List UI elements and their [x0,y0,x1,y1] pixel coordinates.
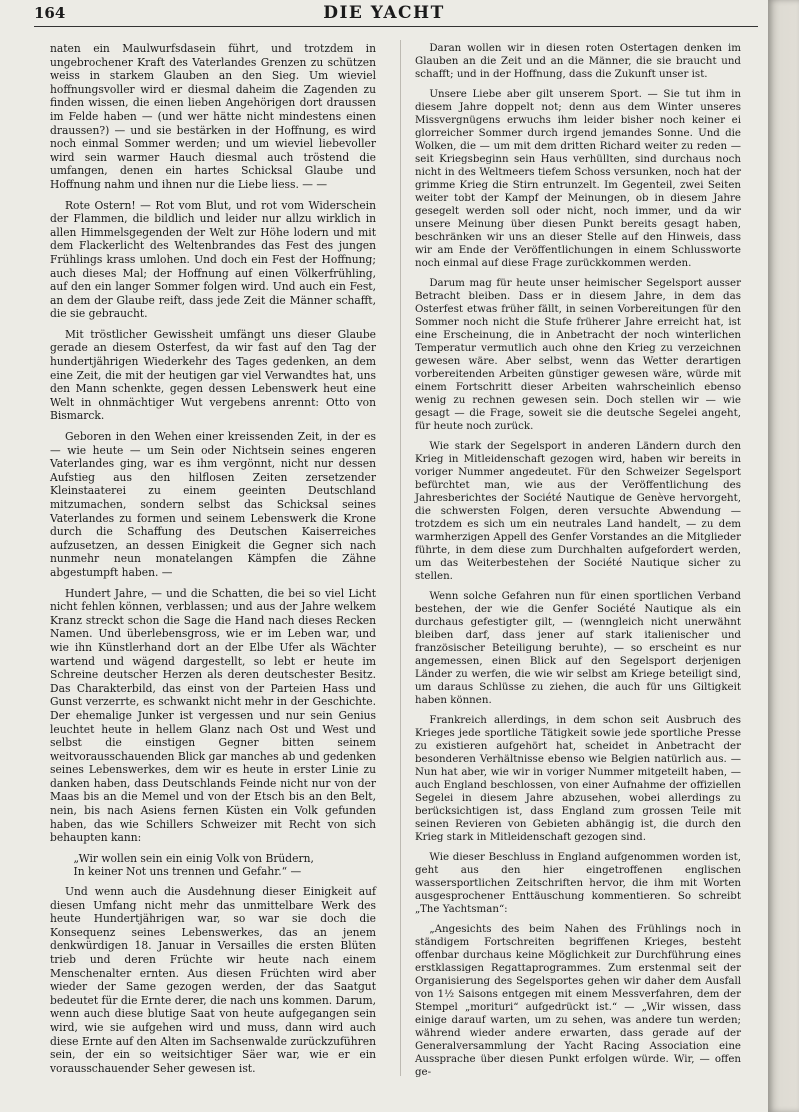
paragraph: Und wenn auch die Ausdehnung dieser Einigkeit auf diesen Umfang nicht mehr das unmittelbare Werk des heute Hundertjährigen war, so war sie doch die Konsequenz seines Lebenswerkes, das an jenem denkwürdigen 18. Januar in Versailles die ersten Blüten trieb und deren Früchte wir heute nach einem Menschenalter ernten. Aus diesen Früchten wird aber wieder der Same gezogen werden, der das Saatgut bedeutet für die Ernte derer, die nach uns kommen. Darum, wenn auch diese blutige Saat von heute aufgegangen sein wird, wie sie aufgehen wird und muss, dann wird auch diese Ernte auf den Alten im Sachsenwalde zurückzuführen sein, der ein so weitsichtiger Säer war, wie er ein vorausschauender Seher gewesen ist. [50,885,376,1075]
quote-line: „Wir wollen sein ein einig Volk von Brüdern, [73,851,314,865]
paragraph: Wenn solche Gefahren nun für einen sportlichen Verband bestehen, der wie die Genfer Société Nautique als ein durchaus gefestigter gilt, — (wenngleich nicht unerwähnt bleiben darf, dass jener auf stark italienischer und französischer Beteiligung beruhte), — so erscheint es nur angemessen, einen Blick auf den Segelsport derjenigen Länder zu werfen, die wie wir selbst am Kriege beteiligt sind, um daraus Schlüsse zu ziehen, die auch für uns Giltigkeit haben können. [415,590,741,706]
quote-line: In keiner Not uns trennen und Gefahr.“ — [73,865,302,879]
page-header [0,0,768,34]
paragraph: „Angesichts des beim Nahen des Frühlings noch in ständigem Fortschreiten begriffenen Krieges, besteht offenbar durchaus keine Möglichkeit zur Durchführung eines erstklassigen Regattaprogrammes. Zum erstenmal seit der Organisierung des Segelsportes gehen wir daher dem Ausfall von 1½ Saisons entgegen mit einem Messverfahren, dem der Stempel „morituri“ aufgedrückt ist.“ — „Wir wissen, dass einige darauf warten, um zu sehen, was andere tun werden; während wieder andere erwarten, dass gerade auf der Generalversammlung der Yacht Racing Association eine Aussprache über diesen Punkt erfolgen würde. Wir, — offen ge- [415,923,741,1078]
adjacent-page-edge [768,0,799,1112]
paragraph: naten ein Maulwurfsdasein führt, und trotzdem in ungebrochener Kraft des Vaterlandes Grenzen zu schützen weiss in starkem Glauben an den Sieg. Um wieviel hoffnungsvoller wird er diesmal daheim die Zagenden zu finden wissen, die einen lieben Angehörigen dort draussen im Felde haben — (und wer hätte nicht mindestens einen draussen?) — und sie bestärken in der Hoffnung, es wird noch einmal Sommer werden; und um wieviel liebevoller wird sein warmer Hauch diesmal auch tröstend die umfangen, denen ein hartes Schicksal Glaube und Hoffnung nahm und ihnen nur die Liebe liess. — — [50,42,376,191]
page-number: 164 [34,4,66,22]
paragraph: Rote Ostern! — Rot vom Blut, und rot vom Widerschein der Flammen, die bildlich und leider nur allzu wirklich in allen Himmelsgegenden der Welt zur Höhe lodern und mit dem Flackerlicht des Weltenbrandes das Fest des jungen Frühlings krass umlohen. Und doch ein Fest der Hoffnung; auch dieses Mal; der Hoffnung auf einen Völkerfrühling, auf den ein langer Sommer folgen wird. Und auch ein Fest, an dem der Glaube reift, dass jede Zeit die Männer schafft, die sie gebraucht. [50,198,376,321]
column-divider [400,40,401,1076]
paragraph: Frankreich allerdings, in dem schon seit Ausbruch des Krieges jede sportliche Tätigkeit sowie jede sportliche Presse zu existieren aufgehört hat, scheidet in Anbetracht der besonderen Verhältnisse ebenso wie Belgien natürlich aus. — Nun hat aber, wie wir in voriger Nummer mitgeteilt haben, — auch England beschlossen, von einer Aufnahme der offiziellen Segelei in diesem Jahre abzusehen, wobei allerdings zu berücksichtigen ist, dass England zum grossen Teile mit seinen Revieren von Gebieten abhängig ist, die durch den Krieg stark in Mitleidenschaft gezogen sind. [415,714,741,843]
paragraph: Wie dieser Beschluss in England aufgenommen worden ist, geht aus den hier eingetroffenen englischen wassersportlichen Zeitschriften hervor, die ihm mit Worten ausgesprochener Enttäuschung kommentieren. So schreibt „The Yachtsman“: [415,851,741,915]
paragraph: Mit tröstlicher Gewissheit umfängt uns dieser Glaube gerade an diesem Osterfest, da wir fast auf den Tag der hundertjährigen Wiederkehr des Tages gedenken, an dem eine Zeit, die mit der heutigen gar viel Verwandtes hat, uns den Mann schenkte, gegen dessen Lebenswerk heut eine Welt in ohnmächtiger Wut vergebens anrennt: Otto von Bismarck. [50,327,376,423]
right-column [415,42,741,1086]
paragraph: Darum mag für heute unser heimischer Segelsport ausser Betracht bleiben. Dass er in diesem Jahre, in dem das Osterfest etwas früher fällt, in seinen Vorbereitungen für den Sommer noch nicht die Stufe früherer Jahre erreicht hat, ist eine Erscheinung, die in Anbetracht der noch winterlichen Temperatur vermutlich auch ohne den Krieg zu verzeichnen gewesen wäre. Aber selbst, wenn das Wetter derartigen vorbereitenden Arbeiten günstiger gewesen wäre, würde mit einem Fortschritt dieser Arbeiten wahrscheinlich ebenso wenig zu rechnen gewesen sein. Doch stellen wir — wie gesagt — die Frage, soweit sie die deutsche Segelei angeht, für heute noch zurück. [415,277,741,432]
schiller-quote [50,852,376,879]
paragraph: Daran wollen wir in diesen roten Ostertagen denken im Glauben an die Zeit und an die Männer, die sie braucht und schafft; und in der Hoffnung, dass die Zukunft unser ist. [415,42,741,80]
header-rule [34,26,758,27]
paragraph: Geboren in den Wehen einer kreissenden Zeit, in der es — wie heute — um Sein oder Nichtsein seines engeren Vaterlandes ging, war es ihm vergönnt, nicht nur dessen Aufstieg aus den hilflosen Zeiten zersetzender Kleinstaaterei zu einem geeinten Deutschland mitzumachen, sondern selbst das Schicksal seines Vaterlandes zu formen und seinem Lebenswerk die Krone durch die Schaffung des Deutschen Kaiserreiches aufzusetzen, an dessen Einigkeit die Gegner sich nach nunmehr neun monatelangen Kämpfen die Zähne abgestumpft haben. — [50,430,376,579]
running-title: DIE YACHT [323,3,445,23]
left-column [50,42,376,1082]
paragraph: Unsere Liebe aber gilt unserem Sport. — Sie tut ihm in diesem Jahre doppelt not; denn aus dem Winter unseres Missvergnügens erwuchs ihm leider bisher noch keiner ei glorreicher Sommer durch irgend jemandes Sonne. Und die Wolken, die — um mit dem dritten Richard weiter zu reden — seit Kriegsbeginn sein Haus verhüllten, sind durchaus noch nicht in des Weltmeers tiefem Schoss versunken, noch hat der grimme Krieg die Stirn entrunzelt. Im Gegenteil, zwei Seiten weiter tobt der Kampf der Meinungen, ob in diesem Jahre gesegelt werden soll oder nicht, noch immer, und da wir unsere Meinung über diesen Punkt bereits gesagt haben, beschränken wir uns an dieser Stelle auf den Hinweis, dass wir am Ende der Veröffentlichungen in einem Schlussworte noch einmal auf diese Frage zurückkommen werden. [415,88,741,269]
paragraph: Hundert Jahre, — und die Schatten, die bei so viel Licht nicht fehlen können, verblassen; und aus der Jahre welkem Kranz streckt schon die Sage die Hand nach dieses Recken Namen. Und überlebensgross, wie er im Leben war, und wie ihn Künstlerhand dort an der Elbe Ufer als Wächter wartend und wägend dargestellt, so lebt er heute im Schreine deutscher Herzen als deren deutschester Besitz. Das Charakterbild, das einst von der Parteien Hass und Gunst verzerrte, es schwankt nicht mehr in der Geschichte. Der ehemalige Junker ist vergessen und nur sein Genius leuchtet heute in hellem Glanz nach Ost und West und selbst die einstigen Gegner bitten seinem weitvorausschauenden Blick gar manches ab und gedenken seines Lebenswerkes, dem wir es heute in erster Linie zu danken haben, dass Deutschlands Feinde nicht nur von der Maas bis an die Memel und von der Etsch bis an den Belt, nein, bis nach Asiens fernen Küsten ein Volk gefunden haben, das wie Schillers Schweizer mit Recht von sich behaupten kann: [50,586,376,845]
paragraph: Wie stark der Segelsport in anderen Ländern durch den Krieg in Mitleidenschaft gezogen wird, haben wir bereits in voriger Nummer angedeutet. Für den Schweizer Segelsport befürchtet man, wie aus der Veröffentlichung des Jahresberichtes der Société Nautique de Genève hervorgeht, die schwersten Folgen, deren versuchte Abwendung — trotzdem es sich um ein neutrales Land handelt, — zu dem warmherzigen Appell des Genfer Vorstandes an die Mitglieder führte, in dem diese zum Durchhalten aufgefordert werden, um das Weiterbestehen der Société Nautique sicher zu stellen. [415,440,741,582]
